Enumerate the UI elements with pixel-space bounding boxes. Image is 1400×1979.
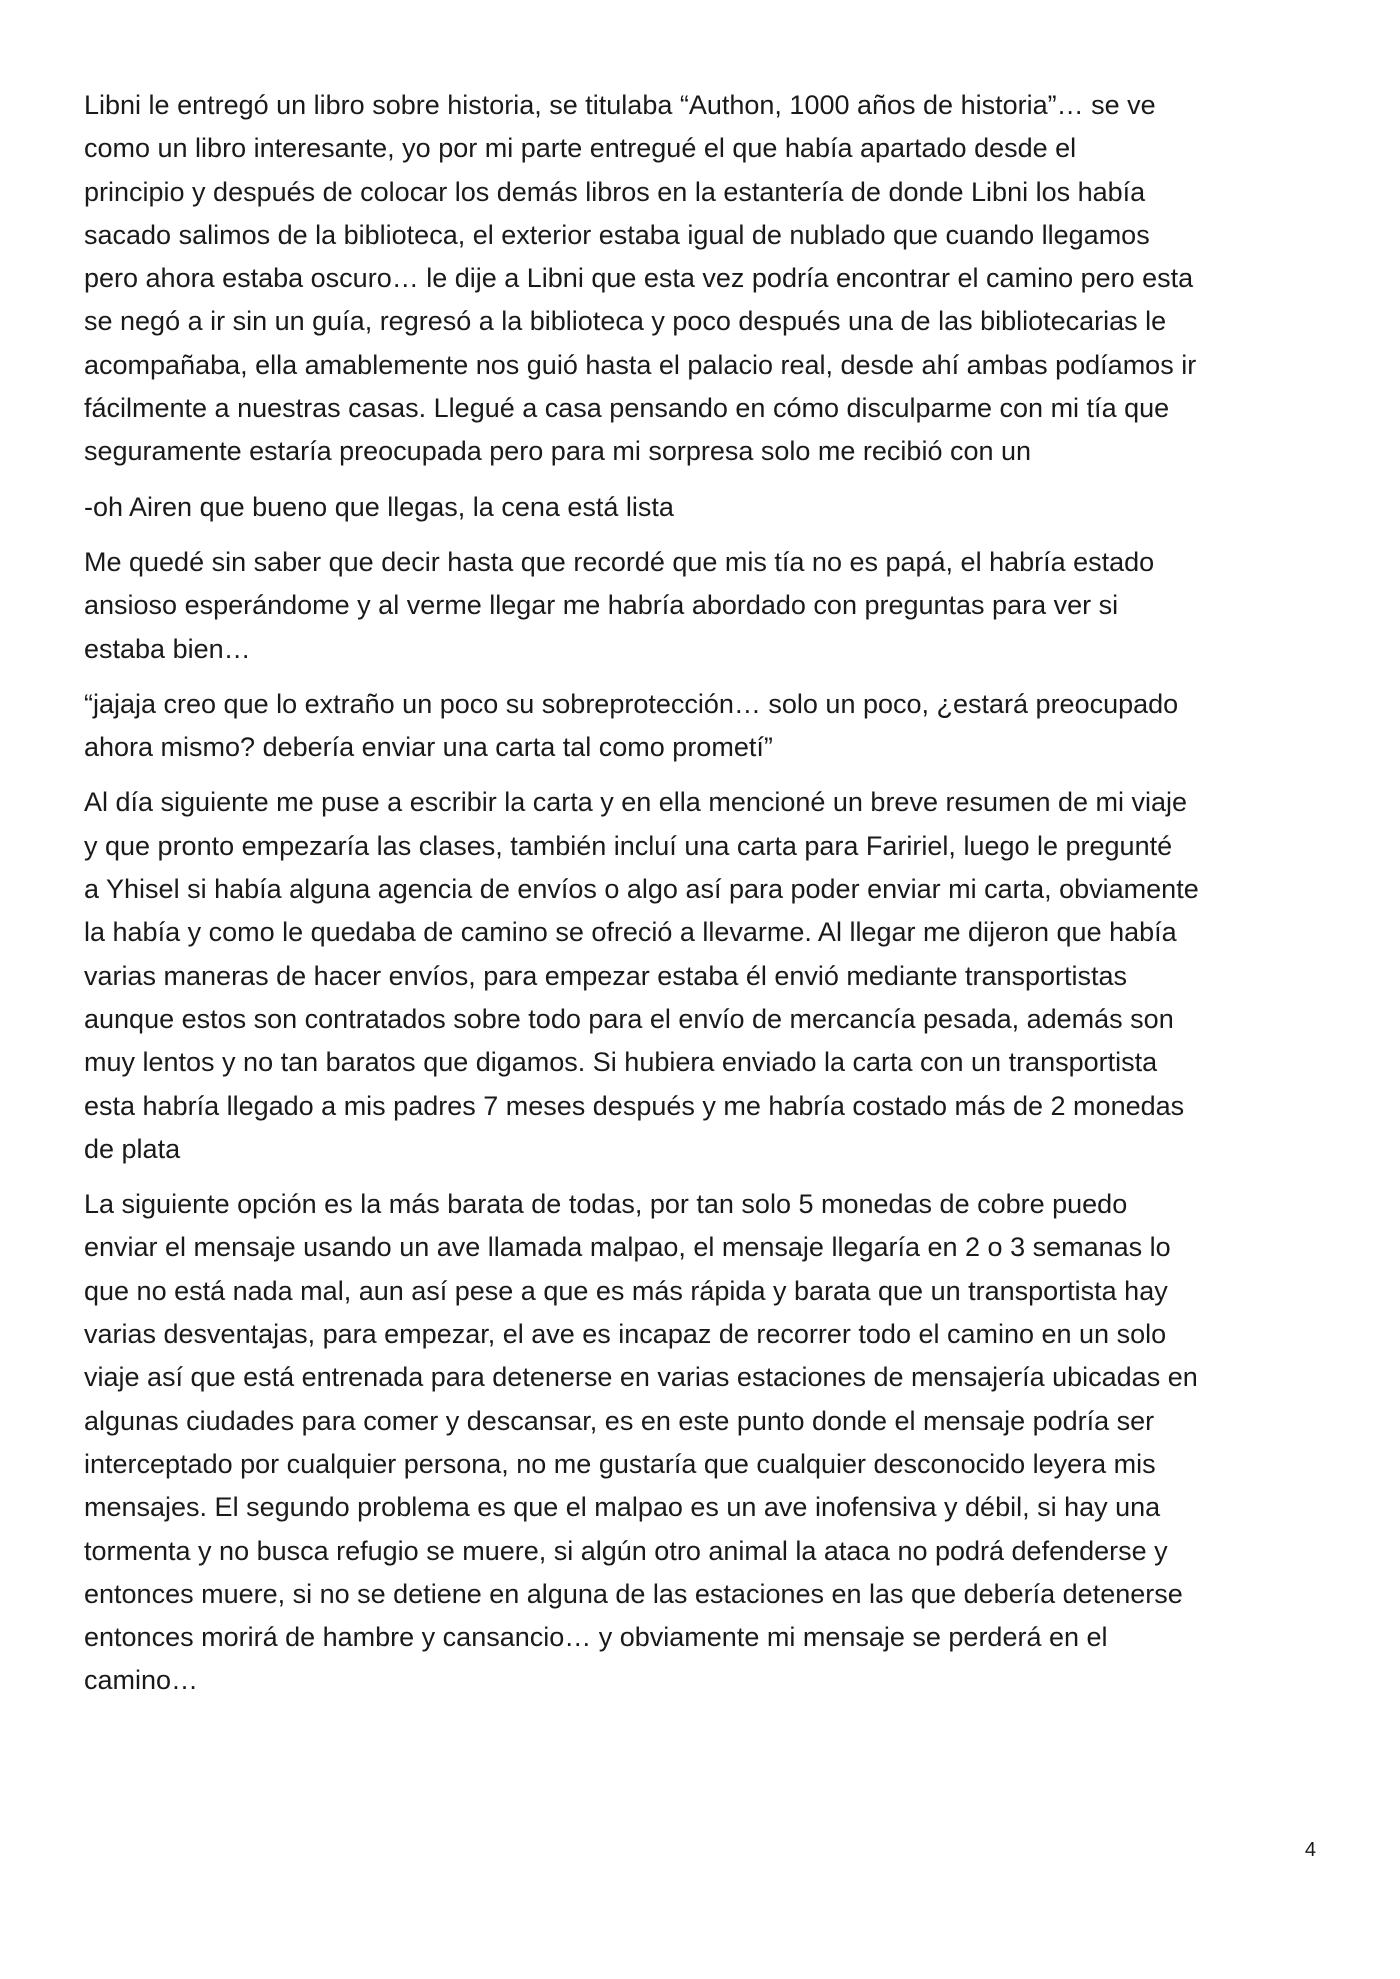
text-line: mensajes. El segundo problema es que el malpao es un ave inofensiva y débil, si hay una: [84, 1492, 1161, 1523]
text-line: aunque estos son contratados sobre todo para el envío de mercancía pesada, además son: [84, 1003, 1174, 1034]
text-line: entonces muere, si no se detiene en alguna de las estaciones en las que debería detenerse: [84, 1578, 1183, 1609]
text-line: se negó a ir sin un guía, regresó a la biblioteca y poco después una de las bibliotecarias le: [84, 306, 1167, 337]
text-line: como un libro interesante, yo por mi parte entregué el que había apartado desde el: [84, 133, 1077, 164]
text-line: interceptado por cualquier persona, no me gustaría que cualquier desconocido leyera mis: [84, 1448, 1156, 1479]
text-line: acompañaba, ella amablemente nos guió hasta el palacio real, desde ahí ambas podíamos ir: [84, 349, 1197, 380]
text-line: La siguiente opción es la más barata de todas, por tan solo 5 monedas de cobre puedo: [84, 1189, 1128, 1220]
text-line: tormenta y no busca refugio se muere, si algún otro animal la ataca no podrá defenderse y: [84, 1535, 1168, 1566]
text-line: de plata: [84, 1133, 181, 1164]
text-line: muy lentos y no tan baratos que digamos. Si hubiera enviado la carta con un transportista: [84, 1047, 1158, 1078]
text-line: que no está nada mal, aun así pese a que es más rápida y barata que un transportista hay: [84, 1275, 1168, 1306]
text-line: viaje así que está entrenada para detenerse en varias estaciones de mensajería ubicadas en: [84, 1362, 1198, 1393]
text-line: ansioso esperándome y al verme llegar me habría abordado con preguntas para ver si: [84, 590, 1119, 621]
paragraph-3: [84, 541, 1316, 671]
text-line: camino…: [84, 1665, 199, 1696]
text-line: seguramente estaría preocupada pero para mi sorpresa solo me recibió con un: [84, 436, 1032, 467]
document-body: [84, 84, 1316, 1715]
text-line: sacado salimos de la biblioteca, el exterior estaba igual de nublado que cuando llegamos: [84, 219, 1150, 250]
text-line: esta habría llegado a mis padres 7 meses después y me habría costado más de 2 monedas: [84, 1090, 1185, 1121]
text-line: a Yhisel si había alguna agencia de envíos o algo así para poder enviar mi carta, obviamente: [84, 874, 1199, 905]
paragraph-2: [84, 486, 1316, 529]
text-line: algunas ciudades para comer y descansar, es en este punto donde el mensaje podría ser: [84, 1405, 1155, 1436]
text-line: estaba bien…: [84, 633, 251, 664]
text-line: Al día siguiente me puse a escribir la carta y en ella mencioné un breve resumen de mi viaje: [84, 787, 1188, 818]
text-line: -oh Airen que bueno que llegas, la cena está lista: [84, 491, 674, 522]
text-line: varias desventajas, para empezar, el ave es incapaz de recorrer todo el camino en un solo: [84, 1319, 1167, 1350]
paragraph-1: [84, 84, 1316, 474]
text-line: y que pronto empezaría las clases, también incluí una carta para Faririel, luego le pregunté: [84, 830, 1173, 861]
text-line: fácilmente a nuestras casas. Llegué a casa pensando en cómo disculparme con mi tía que: [84, 393, 1170, 424]
text-line: entonces morirá de hambre y cansancio… y obviamente mi mensaje se perderá en el: [84, 1622, 1108, 1653]
text-line: “jajaja creo que lo extraño un poco su sobreprotección… solo un poco, ¿estará preocupado: [84, 688, 1179, 719]
paragraph-5: [84, 781, 1316, 1171]
text-line: pero ahora estaba oscuro… le dije a Libni que esta vez podría encontrar el camino pero esta: [84, 263, 1194, 294]
text-line: la había y como le quedaba de camino se ofreció a llevarme. Al llegar me dijeron que había: [84, 917, 1177, 948]
text-line: principio y después de colocar los demás libros en la estantería de donde Libni los había: [84, 176, 1146, 207]
text-line: Me quedé sin saber que decir hasta que recordé que mis tía no es papá, el habría estado: [84, 546, 1155, 577]
text-line: varias maneras de hacer envíos, para empezar estaba él envió mediante transportistas: [84, 960, 1128, 991]
text-line: Libni le entregó un libro sobre historia, se titulaba “Authon, 1000 años de historia”… se ve: [84, 90, 1156, 120]
paragraph-4: [84, 683, 1316, 770]
text-line: ahora mismo? debería enviar una carta tal como prometí”: [84, 732, 773, 763]
page-number: 4: [1304, 1839, 1316, 1861]
text-line: enviar el mensaje usando un ave llamada malpao, el mensaje llegaría en 2 o 3 semanas lo: [84, 1232, 1171, 1263]
paragraph-6: [84, 1183, 1316, 1703]
